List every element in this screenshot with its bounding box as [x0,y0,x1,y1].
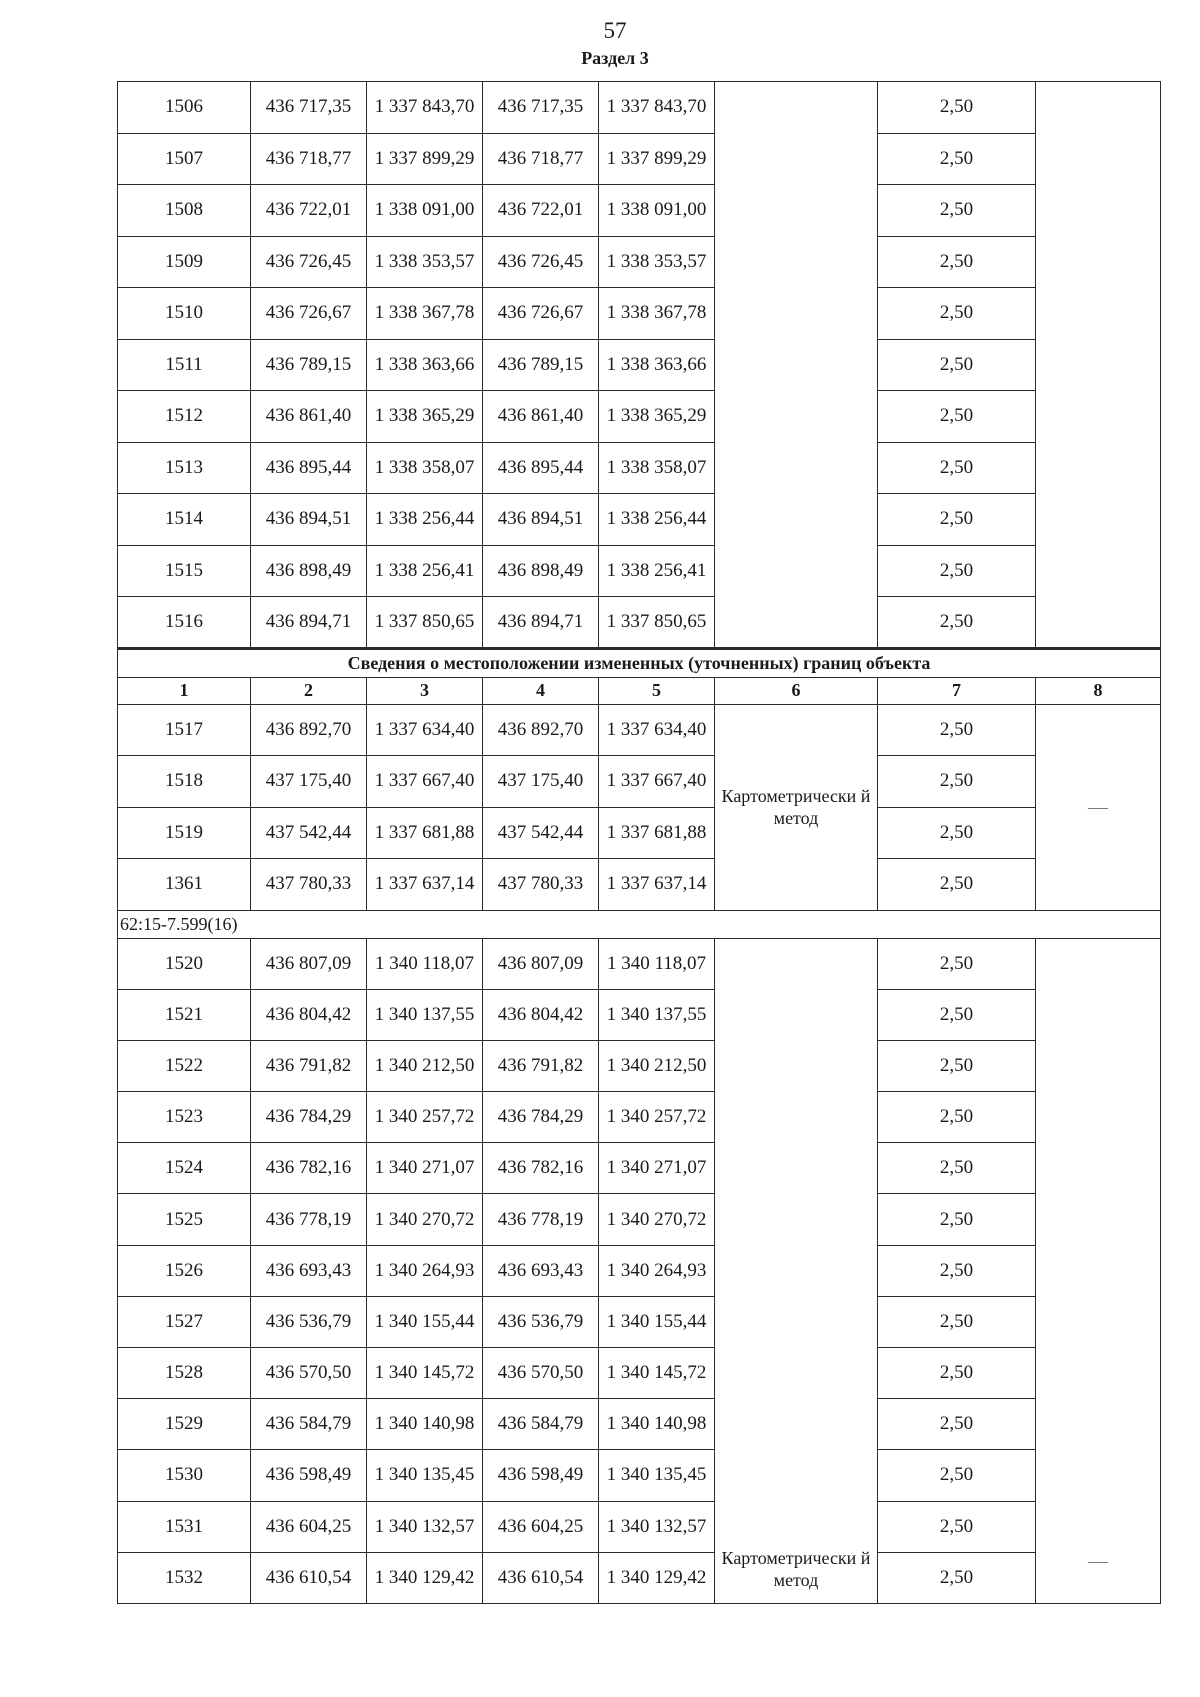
table-row [118,1143,1161,1194]
x-old-cell: 436 895,44 [251,442,367,494]
table-section-heading: Сведения о местоположении измененных (уточненных) границ объекта [118,648,1161,677]
y-old-cell: 1 340 135,45 [367,1450,483,1501]
y-old-cell: 1 340 257,72 [367,1092,483,1143]
x-new-cell: 436 604,25 [483,1501,599,1552]
point-number-cell: 1521 [118,989,251,1040]
table-row [118,989,1161,1040]
table-row [118,756,1161,808]
x-new-cell: 437 175,40 [483,756,599,808]
table-row [118,1092,1161,1143]
table-row [118,1552,1161,1603]
accuracy-cell: 2,50 [878,1348,1036,1399]
point-number-cell: 1516 [118,597,251,649]
accuracy-cell: 2,50 [878,807,1036,859]
y-old-cell: 1 337 850,65 [367,597,483,649]
y-old-cell: 1 337 637,14 [367,859,483,911]
x-new-cell: 436 898,49 [483,545,599,597]
column-header: 5 [599,677,715,704]
x-new-cell: 436 693,43 [483,1245,599,1296]
x-new-cell: 436 726,45 [483,236,599,288]
point-number-cell: 1527 [118,1296,251,1347]
x-new-cell: 436 570,50 [483,1348,599,1399]
point-number-cell: 1526 [118,1245,251,1296]
method-cell: Картометрически й метод [715,938,878,1603]
y-old-cell: 1 338 256,41 [367,545,483,597]
x-new-cell: 436 778,19 [483,1194,599,1245]
x-old-cell: 436 718,77 [251,133,367,185]
table-row [118,494,1161,546]
x-new-cell: 436 782,16 [483,1143,599,1194]
y-new-cell: 1 338 353,57 [599,236,715,288]
y-new-cell: 1 337 634,40 [599,704,715,756]
table-row [118,236,1161,288]
accuracy-cell: 2,50 [878,288,1036,340]
table-row [118,1245,1161,1296]
table-row [118,1296,1161,1347]
x-old-cell: 437 542,44 [251,807,367,859]
y-old-cell: 1 338 363,66 [367,339,483,391]
table-row [118,859,1161,911]
y-new-cell: 1 340 118,07 [599,938,715,989]
y-old-cell: 1 338 365,29 [367,391,483,443]
point-number-cell: 1518 [118,756,251,808]
point-number-cell: 1529 [118,1399,251,1450]
x-old-cell: 436 570,50 [251,1348,367,1399]
y-new-cell: 1 337 850,65 [599,597,715,649]
x-new-cell: 436 861,40 [483,391,599,443]
table-row [118,1194,1161,1245]
accuracy-cell: 2,50 [878,1296,1036,1347]
x-old-cell: 436 807,09 [251,938,367,989]
section-title: Раздел 3 [581,48,649,68]
accuracy-cell: 2,50 [878,1194,1036,1245]
column-header: 1 [118,677,251,704]
y-new-cell: 1 340 140,98 [599,1399,715,1450]
table-row [118,1501,1161,1552]
table-row [118,938,1161,989]
x-old-cell: 436 782,16 [251,1143,367,1194]
y-old-cell: 1 338 256,44 [367,494,483,546]
y-new-cell: 1 340 132,57 [599,1501,715,1552]
object-id-row: 62:15-7.599(16) [118,910,1161,938]
accuracy-cell: 2,50 [878,545,1036,597]
point-number-cell: 1507 [118,133,251,185]
x-new-cell: 436 784,29 [483,1092,599,1143]
accuracy-cell: 2,50 [878,1092,1036,1143]
y-new-cell: 1 337 899,29 [599,133,715,185]
x-old-cell: 436 604,25 [251,1501,367,1552]
point-number-cell: 1510 [118,288,251,340]
x-new-cell: 436 598,49 [483,1450,599,1501]
y-new-cell: 1 337 681,88 [599,807,715,859]
x-old-cell: 437 780,33 [251,859,367,911]
point-number-cell: 1513 [118,442,251,494]
x-new-cell: 436 804,42 [483,989,599,1040]
table-row [118,807,1161,859]
y-new-cell: 1 340 257,72 [599,1092,715,1143]
y-new-cell: 1 338 256,44 [599,494,715,546]
column-header: 7 [878,677,1036,704]
y-old-cell: 1 337 634,40 [367,704,483,756]
y-old-cell: 1 340 270,72 [367,1194,483,1245]
x-new-cell: 436 892,70 [483,704,599,756]
x-old-cell: 436 861,40 [251,391,367,443]
x-new-cell: 436 536,79 [483,1296,599,1347]
accuracy-cell: 2,50 [878,1399,1036,1450]
x-new-cell: 436 610,54 [483,1552,599,1603]
point-number-cell: 1528 [118,1348,251,1399]
accuracy-cell: 2,50 [878,989,1036,1040]
y-old-cell: 1 338 353,57 [367,236,483,288]
x-new-cell: 436 807,09 [483,938,599,989]
x-old-cell: 437 175,40 [251,756,367,808]
point-number-cell: 1508 [118,185,251,237]
point-number-cell: 1532 [118,1552,251,1603]
x-old-cell: 436 693,43 [251,1245,367,1296]
accuracy-cell: 2,50 [878,1040,1036,1091]
x-old-cell: 436 536,79 [251,1296,367,1347]
boundary-coordinates-table [117,81,1161,1604]
table-row [118,1040,1161,1091]
point-number-cell: 1522 [118,1040,251,1091]
y-new-cell: 1 337 667,40 [599,756,715,808]
point-number-cell: 1361 [118,859,251,911]
column-header: 3 [367,677,483,704]
y-new-cell: 1 340 137,55 [599,989,715,1040]
y-new-cell: 1 338 358,07 [599,442,715,494]
accuracy-cell: 2,50 [878,1450,1036,1501]
x-new-cell: 436 791,82 [483,1040,599,1091]
point-number-cell: 1514 [118,494,251,546]
y-new-cell: 1 340 155,44 [599,1296,715,1347]
x-new-cell: 436 789,15 [483,339,599,391]
table-row [118,704,1161,756]
x-new-cell: 436 717,35 [483,82,599,134]
y-old-cell: 1 337 843,70 [367,82,483,134]
accuracy-cell: 2,50 [878,1501,1036,1552]
x-new-cell: 436 584,79 [483,1399,599,1450]
point-number-cell: 1523 [118,1092,251,1143]
x-old-cell: 436 804,42 [251,989,367,1040]
column-header: 6 [715,677,878,704]
point-number-cell: 1520 [118,938,251,989]
x-old-cell: 436 722,01 [251,185,367,237]
y-new-cell: 1 337 637,14 [599,859,715,911]
y-new-cell: 1 338 091,00 [599,185,715,237]
y-old-cell: 1 337 899,29 [367,133,483,185]
method-cell [715,82,878,649]
accuracy-cell: 2,50 [878,1143,1036,1194]
table-row [118,1450,1161,1501]
y-old-cell: 1 337 681,88 [367,807,483,859]
accuracy-cell: 2,50 [878,391,1036,443]
table-row [118,1348,1161,1399]
accuracy-cell: 2,50 [878,1245,1036,1296]
y-old-cell: 1 340 264,93 [367,1245,483,1296]
point-number-cell: 1509 [118,236,251,288]
y-old-cell: 1 340 212,50 [367,1040,483,1091]
y-new-cell: 1 340 135,45 [599,1450,715,1501]
point-number-cell: 1515 [118,545,251,597]
table-row [118,391,1161,443]
accuracy-cell: 2,50 [878,82,1036,134]
y-old-cell: 1 340 155,44 [367,1296,483,1347]
x-old-cell: 436 892,70 [251,704,367,756]
x-old-cell: 436 898,49 [251,545,367,597]
accuracy-cell: 2,50 [878,859,1036,911]
y-old-cell: 1 340 140,98 [367,1399,483,1450]
x-old-cell: 436 726,67 [251,288,367,340]
point-number-cell: 1512 [118,391,251,443]
y-old-cell: 1 338 091,00 [367,185,483,237]
accuracy-cell: 2,50 [878,1552,1036,1603]
accuracy-cell: 2,50 [878,236,1036,288]
table-row [118,185,1161,237]
point-number-cell: 1506 [118,82,251,134]
point-number-cell: 1517 [118,704,251,756]
note-cell: — [1036,704,1161,910]
accuracy-cell: 2,50 [878,442,1036,494]
y-new-cell: 1 338 363,66 [599,339,715,391]
y-new-cell: 1 340 129,42 [599,1552,715,1603]
table-row [118,339,1161,391]
y-new-cell: 1 338 256,41 [599,545,715,597]
x-old-cell: 436 791,82 [251,1040,367,1091]
y-old-cell: 1 337 667,40 [367,756,483,808]
y-new-cell: 1 340 145,72 [599,1348,715,1399]
y-old-cell: 1 338 367,78 [367,288,483,340]
column-header: 8 [1036,677,1161,704]
y-new-cell: 1 338 367,78 [599,288,715,340]
page-number: 57 [603,18,627,43]
y-old-cell: 1 340 129,42 [367,1552,483,1603]
y-new-cell: 1 340 212,50 [599,1040,715,1091]
x-old-cell: 436 789,15 [251,339,367,391]
x-new-cell: 436 894,71 [483,597,599,649]
table-row [118,597,1161,649]
y-new-cell: 1 340 270,72 [599,1194,715,1245]
x-old-cell: 436 894,51 [251,494,367,546]
x-old-cell: 436 598,49 [251,1450,367,1501]
table-row [118,288,1161,340]
x-old-cell: 436 584,79 [251,1399,367,1450]
y-old-cell: 1 340 271,07 [367,1143,483,1194]
x-new-cell: 437 780,33 [483,859,599,911]
point-number-cell: 1511 [118,339,251,391]
y-new-cell: 1 338 365,29 [599,391,715,443]
accuracy-cell: 2,50 [878,597,1036,649]
column-header: 2 [251,677,367,704]
table-row [118,442,1161,494]
x-old-cell: 436 778,19 [251,1194,367,1245]
x-old-cell: 436 726,45 [251,236,367,288]
accuracy-cell: 2,50 [878,339,1036,391]
y-new-cell: 1 337 843,70 [599,82,715,134]
point-number-cell: 1524 [118,1143,251,1194]
table-row [118,1399,1161,1450]
x-new-cell: 436 722,01 [483,185,599,237]
point-number-cell: 1530 [118,1450,251,1501]
y-old-cell: 1 338 358,07 [367,442,483,494]
x-new-cell: 436 726,67 [483,288,599,340]
table-row [118,133,1161,185]
point-number-cell: 1519 [118,807,251,859]
y-old-cell: 1 340 132,57 [367,1501,483,1552]
x-old-cell: 436 784,29 [251,1092,367,1143]
accuracy-cell: 2,50 [878,756,1036,808]
accuracy-cell: 2,50 [878,494,1036,546]
x-old-cell: 436 717,35 [251,82,367,134]
y-new-cell: 1 340 271,07 [599,1143,715,1194]
x-old-cell: 436 610,54 [251,1552,367,1603]
x-old-cell: 436 894,71 [251,597,367,649]
column-header: 4 [483,677,599,704]
x-new-cell: 437 542,44 [483,807,599,859]
point-number-cell: 1531 [118,1501,251,1552]
y-old-cell: 1 340 145,72 [367,1348,483,1399]
accuracy-cell: 2,50 [878,185,1036,237]
y-old-cell: 1 340 137,55 [367,989,483,1040]
note-cell [1036,82,1161,649]
y-old-cell: 1 340 118,07 [367,938,483,989]
point-number-cell: 1525 [118,1194,251,1245]
table-row [118,82,1161,134]
x-new-cell: 436 895,44 [483,442,599,494]
note-cell: — [1036,938,1161,1603]
y-new-cell: 1 340 264,93 [599,1245,715,1296]
table-row [118,545,1161,597]
accuracy-cell: 2,50 [878,133,1036,185]
accuracy-cell: 2,50 [878,938,1036,989]
x-new-cell: 436 894,51 [483,494,599,546]
method-cell: Картометрически й метод [715,704,878,910]
x-new-cell: 436 718,77 [483,133,599,185]
accuracy-cell: 2,50 [878,704,1036,756]
